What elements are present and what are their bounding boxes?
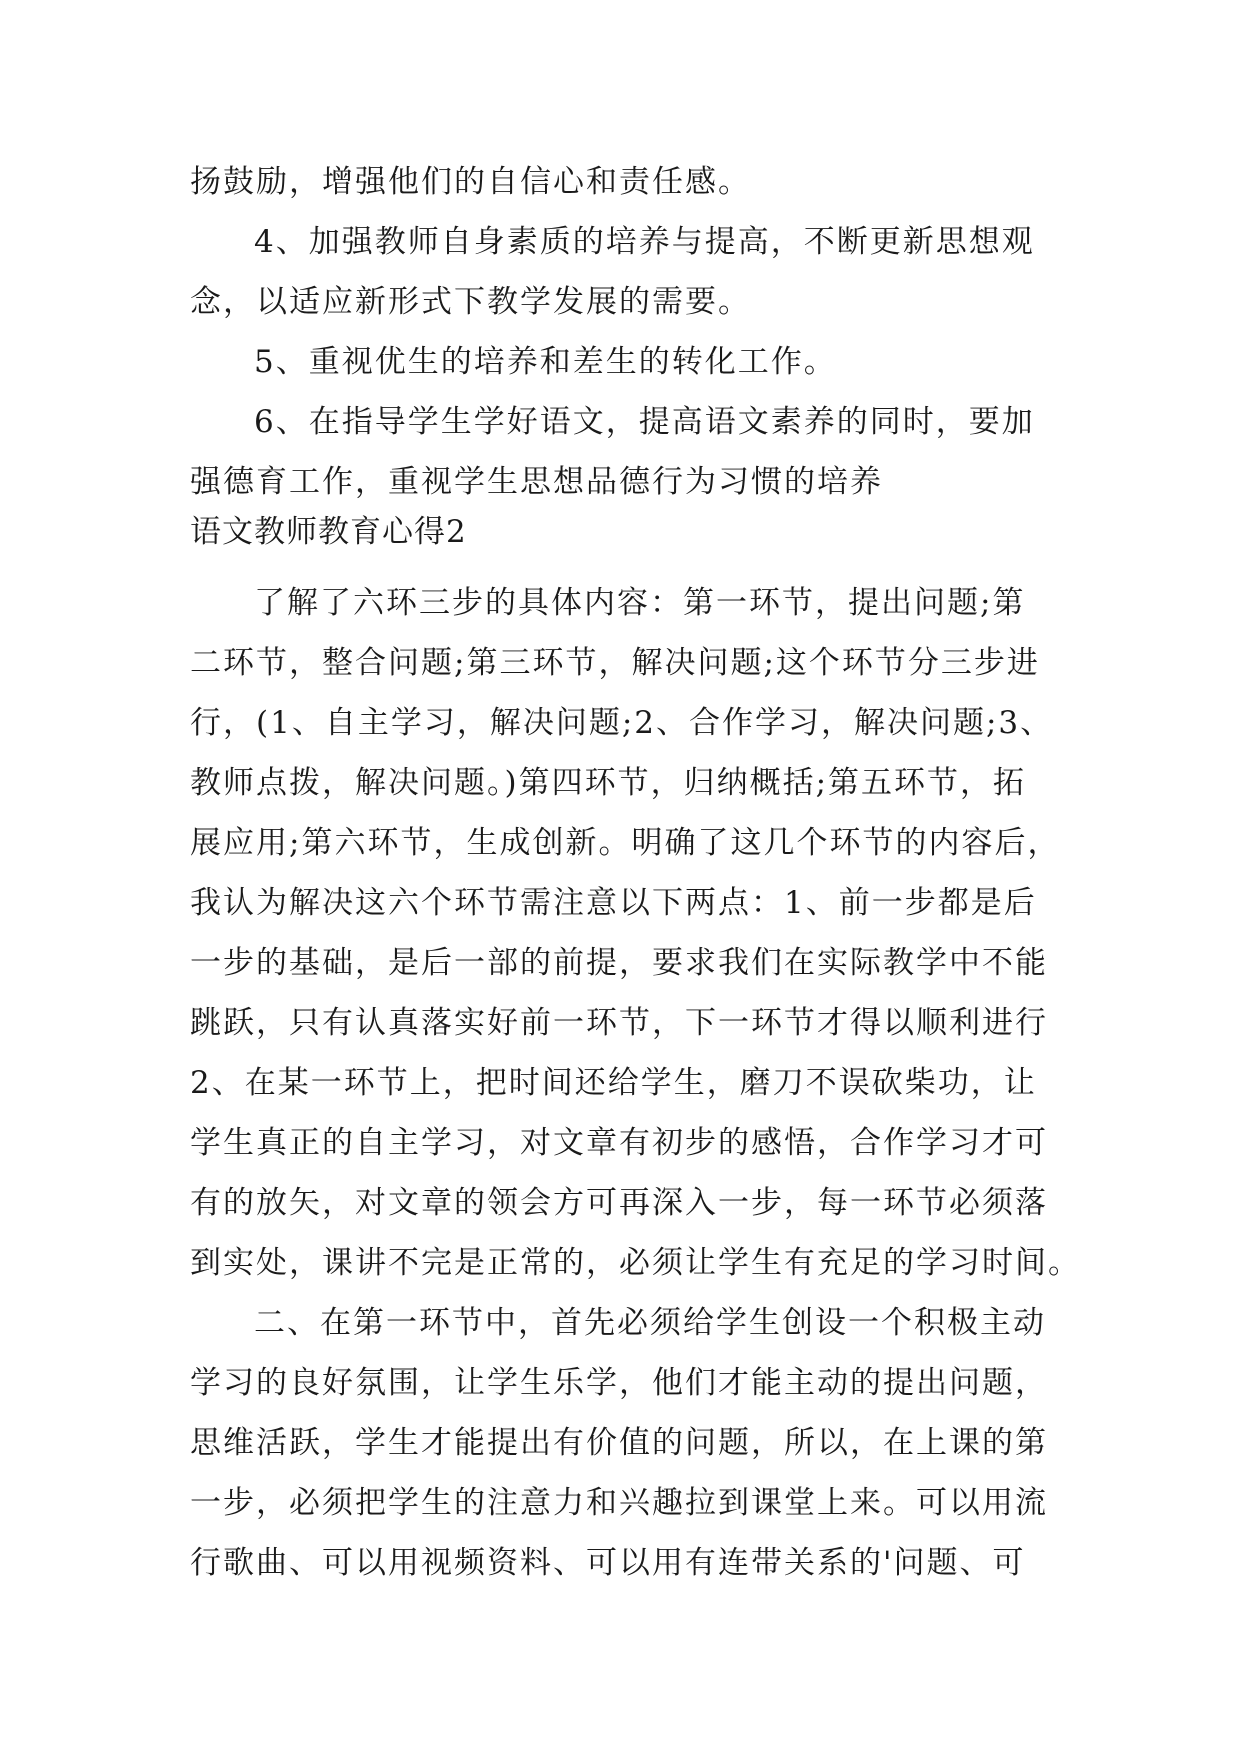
text-line: 二、在第一环节中，首先必须给学生创设一个积极主动 xyxy=(254,1305,1046,1341)
text-line: 教师点拨，解决问题。)第四环节，归纳概括;第五环节，拓 xyxy=(190,765,1027,801)
text-line: 行，(1、自主学习，解决问题;2、合作学习，解决问题;3、 xyxy=(190,705,1054,741)
text-line: 我认为解决这六个环节需注意以下两点：1、前一步都是后 xyxy=(190,885,1037,921)
text-line: 跳跃，只有认真落实好前一环节，下一环节才得以顺利进行 xyxy=(190,1005,1048,1041)
text-line: 二环节，整合问题;第三环节，解决问题;这个环节分三步进 xyxy=(190,645,1040,681)
text-line: 5、重视优生的培养和差生的转化工作。 xyxy=(254,344,837,380)
text-line: 有的放矢，对文章的领会方可再深入一步，每一环节必须落 xyxy=(190,1185,1048,1221)
text-line: 学生真正的自主学习，对文章有初步的感悟，合作学习才可 xyxy=(190,1125,1048,1161)
text-line: 6、在指导学生学好语文，提高语文素养的同时，要加 xyxy=(254,404,1035,440)
text-line: 扬鼓励，增强他们的自信心和责任感。 xyxy=(190,164,751,200)
text-line: 一步，必须把学生的注意力和兴趣拉到课堂上来。可以用流 xyxy=(190,1485,1048,1521)
text-line: 2、在某一环节上，把时间还给学生，磨刀不误砍柴功，让 xyxy=(190,1065,1037,1101)
text-line: 强德育工作，重视学生思想品德行为习惯的培养 xyxy=(190,464,883,500)
text-line: 一步的基础，是后一部的前提，要求我们在实际教学中不能 xyxy=(190,945,1048,981)
text-line: 念，以适应新形式下教学发展的需要。 xyxy=(190,284,751,320)
section-1-body xyxy=(190,152,1050,512)
text-line: 到实处，课讲不完是正常的，必须让学生有充足的学习时间。 xyxy=(190,1245,1081,1281)
section-heading: 语文教师教育心得2 xyxy=(190,514,467,550)
text-line: 思维活跃，学生才能提出有价值的问题，所以，在上课的第 xyxy=(190,1425,1048,1461)
text-line: 4、加强教师自身素质的培养与提高，不断更新思想观 xyxy=(254,224,1035,260)
text-line: 行歌曲、可以用视频资料、可以用有连带关系的'问题、可 xyxy=(190,1545,1026,1581)
text-line: 了解了六环三步的具体内容：第一环节，提出问题;第 xyxy=(254,585,1026,621)
text-line: 学习的良好氛围，让学生乐学，他们才能主动的提出问题， xyxy=(190,1365,1048,1401)
section-2-body xyxy=(190,573,1081,1593)
text-line: 展应用;第六环节，生成创新。明确了这几个环节的内容后， xyxy=(190,825,1061,861)
